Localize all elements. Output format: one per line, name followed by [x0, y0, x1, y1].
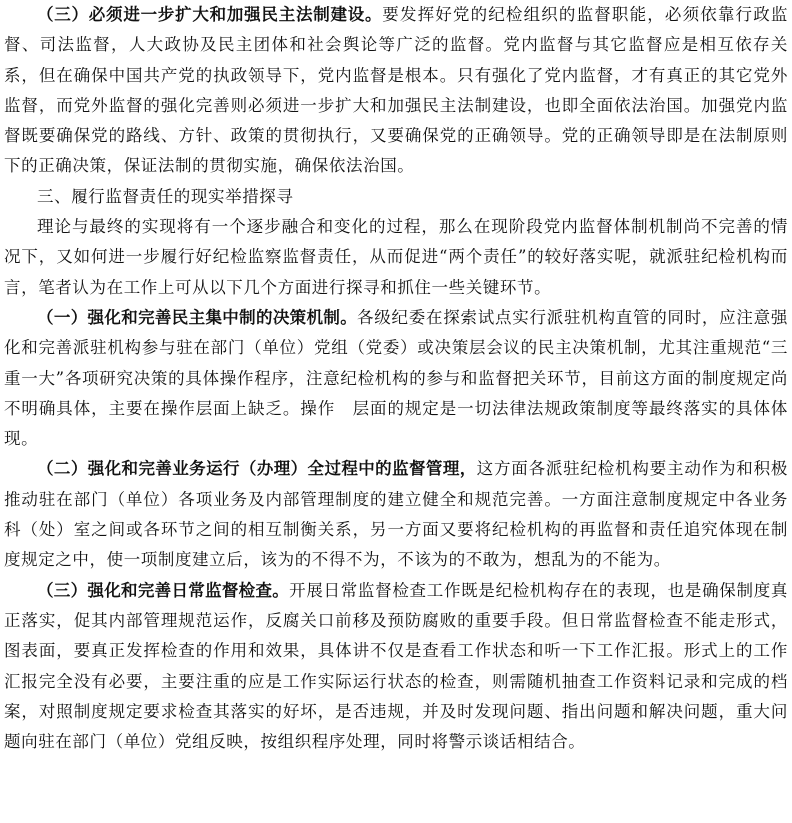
paragraph-daily-inspection — [4, 576, 788, 758]
paragraph-lead: （一）强化和完善民主集中制的决策机制。 — [37, 307, 358, 327]
paragraph-body: 这方面各派驻纪检机构要主动作为和积极推动驻在部门（单位）各项业务及内部管理制度的建立健全和规范完善。一方面注意制度规定中各业务科（处）室之间或各环节之间的相互制衡关系，另一方面又要将纪检机构的再监督和责任追究体现在制度规定之中，使一项制度建立后，该为的不得不为，不该为的不敢为，想乱为的不能为。 — [4, 459, 788, 570]
paragraph-business-supervision — [4, 454, 788, 575]
paragraph-lead: （二）强化和完善业务运行（办理）全过程中的监督管理， — [37, 459, 477, 479]
paragraph-decision-mechanism — [4, 303, 788, 454]
paragraph-intro — [4, 212, 788, 303]
paragraph-body: 理论与最终的实现将有一个逐步融合和变化的过程，那么在现阶段党内监督体制机制尚不完善的情况下，又如何进一步履行好纪检监察监督责任，从而促进“两个责任”的较好落实呢，就派驻纪检机构而言，笔者认为在工作上可从以下几个方面进行探寻和抓住一些关键环节。 — [4, 217, 788, 297]
paragraph-lead: （三）必须进一步扩大和加强民主法制建设。 — [37, 5, 383, 24]
section-heading: 三、履行监督责任的现实举措探寻 — [37, 186, 294, 206]
paragraph-body: 开展日常监督检查工作既是纪检机构存在的表现，也是确保制度真正落实，促其内部管理规范运作，反腐关口前移及预防腐败的重要手段。但日常监督检查不能走形式，图表面，要真正发挥检查的作用和效果，具体讲不仅是查看工作状态和听一下工作汇报。形式上的工作汇报完全没有必要，主要注重的应是工作实际运行状态的检查，则需随机抽查工作资料记录和完成的档案，对照制度规定要求检查其落实的好坏，是否违规，并及时发现问题、指出问题和解决问题，重大问题向驻在部门（单位）党组反映，按组织程序处理，同时将警示谈话相结合。 — [4, 580, 789, 752]
paragraph-body: 要发挥好党的纪检组织的监督职能，必须依靠行政监督、司法监督，人大政协及民主团体和社会舆论等广泛的监督。党内监督与其它监督应是相互依存关系，但在确保中国共产党的执政领导下，党内监督是根本。只有强化了党内监督，才有真正的其它党外监督，而党外监督的强化完善则必须进一步扩大和加强民主法制建设，也即全面依法治国。加强党内监督既要确保党的路线、方针、政策的贯彻执行，又要确保党的正确领导。党的正确领导即是在法制原则下的正确决策，保证法制的贯彻实施，确保依法治国。 — [4, 5, 788, 176]
paragraph-body: 各级纪委在探索试点实行派驻机构直管的同时，应注意强化和完善派驻机构参与驻在部门（单位）党组（党委）或决策层会议的民主决策机制，尤其注重规范“三重一大”各项研究决策的具体操作程序，注意纪检机构的参与和监督把关环节，目前这方面的制度规定尚不明确具体，主要在操作层面上缺乏。操作 层面的规定是一切法律法规政策制度等最终落实的具体体现。 — [4, 307, 789, 449]
paragraph-lead: （三）强化和完善日常监督检查。 — [37, 580, 290, 600]
paragraph-democracy-legal — [4, 0, 788, 182]
